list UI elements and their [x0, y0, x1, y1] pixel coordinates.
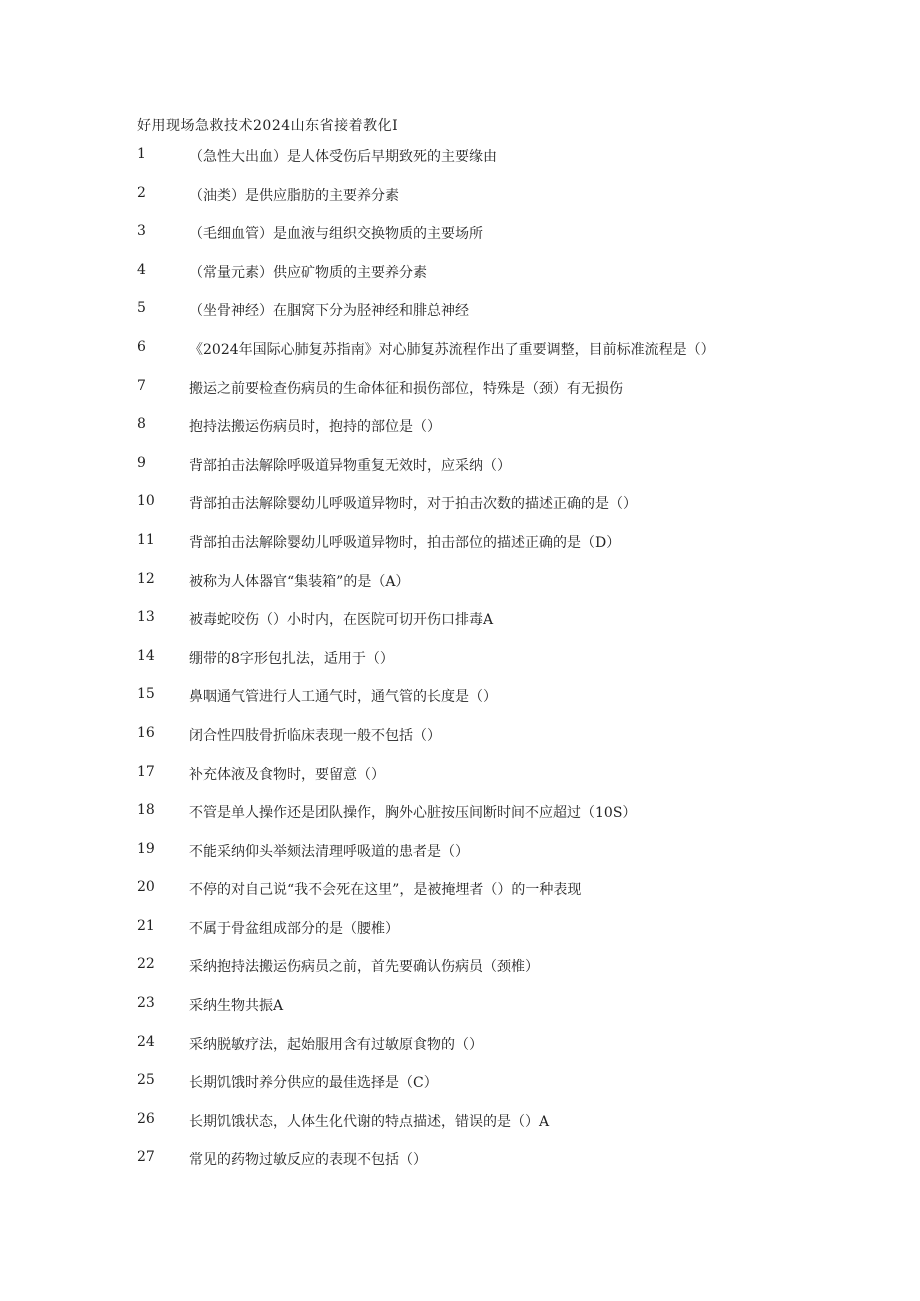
question-text: 长期饥饿时养分供应的最佳选择是（C） — [189, 1075, 438, 1092]
question-number: 12 — [137, 570, 155, 587]
question-text: 补充体液及食物时，要留意（） — [189, 766, 385, 783]
question-number: 26 — [137, 1110, 155, 1127]
question-text: 不能采纳仰头举颏法清理呼吸道的患者是（） — [189, 843, 469, 860]
question-text: 被称为人体器官“集装箱”的是（A） — [189, 573, 410, 590]
question-number: 2 — [137, 184, 146, 201]
question-text: （油类）是供应脂肪的主要养分素 — [189, 187, 399, 204]
question-item — [137, 648, 897, 687]
question-item — [137, 378, 897, 417]
question-number: 5 — [137, 300, 146, 317]
question-item — [137, 995, 897, 1034]
question-item — [137, 802, 897, 841]
question-item — [137, 725, 897, 764]
question-number: 3 — [137, 223, 146, 240]
question-number: 19 — [137, 840, 155, 857]
question-number: 23 — [137, 995, 155, 1012]
question-text: 鼻咽通气管进行人工通气时，通气管的长度是（） — [189, 689, 497, 706]
question-item — [137, 956, 897, 995]
question-number: 11 — [137, 531, 155, 548]
question-item — [137, 300, 897, 339]
question-item — [137, 532, 897, 571]
question-list — [137, 146, 897, 1188]
question-number: 14 — [137, 647, 155, 664]
question-number: 8 — [137, 416, 146, 433]
question-text: （急性大出血）是人体受伤后早期致死的主要缘由 — [189, 149, 497, 165]
question-text: 不管是单人操作还是团队操作，胸外心脏按压间断时间不应超过（10S） — [189, 805, 637, 822]
question-number: 25 — [137, 1072, 155, 1089]
question-text: （坐骨神经）在腘窝下分为胫神经和腓总神经 — [189, 303, 469, 320]
question-number: 1 — [137, 146, 146, 162]
question-text: 采纳生物共振A — [189, 998, 284, 1015]
question-number: 21 — [137, 917, 155, 934]
question-number: 18 — [137, 802, 155, 819]
question-item — [137, 609, 897, 648]
question-text: 常见的药物过敏反应的表现不包括（） — [189, 1152, 427, 1169]
question-number: 20 — [137, 879, 155, 896]
question-item — [137, 146, 897, 185]
question-number: 7 — [137, 377, 146, 394]
question-item — [137, 416, 897, 455]
question-text: 闭合性四肢骨折临床表现一般不包括（） — [189, 727, 441, 744]
question-number: 16 — [137, 724, 155, 741]
question-item — [137, 918, 897, 957]
question-item — [137, 1111, 897, 1150]
question-text: （毛细血管）是血液与组织交换物质的主要场所 — [189, 226, 483, 243]
question-item — [137, 1034, 897, 1073]
question-item — [137, 879, 897, 918]
question-text: 背部拍击法解除婴幼儿呼吸道异物时，对于拍击次数的描述正确的是（） — [189, 496, 637, 513]
question-item — [137, 262, 897, 301]
question-text: 采纳脱敏疗法，起始服用含有过敏原食物的（） — [189, 1036, 483, 1053]
question-item — [137, 493, 897, 532]
question-number: 27 — [137, 1149, 155, 1166]
question-text: 采纳抱持法搬运伤病员之前，首先要确认伤病员（颈椎） — [189, 959, 539, 976]
question-number: 4 — [137, 261, 146, 278]
question-number: 24 — [137, 1033, 155, 1050]
question-item — [137, 571, 897, 610]
question-item — [137, 185, 897, 224]
question-text: 被毒蛇咬伤（）小时内，在医院可切开伤口排毒A — [189, 612, 494, 629]
question-text: 搬运之前要检查伤病员的生命体征和损伤部位，特殊是（颈）有无损伤 — [189, 380, 623, 397]
question-item — [137, 841, 897, 880]
question-text: 不停的对自己说“我不会死在这里”，是被掩埋者（）的一种表现 — [189, 882, 582, 899]
question-item — [137, 764, 897, 803]
question-text: 抱持法搬运伤病员时，抱持的部位是（） — [189, 419, 441, 436]
question-number: 6 — [137, 338, 146, 355]
question-text: 不属于骨盆组成部分的是（腰椎） — [189, 920, 399, 937]
question-item — [137, 339, 897, 378]
question-item — [137, 686, 897, 725]
question-item — [137, 455, 897, 494]
question-text: 绷带的8字形包扎法，适用于（） — [189, 650, 394, 667]
document-title: 好用现场急救技术2024山东省接着教化I — [137, 118, 399, 134]
question-item — [137, 1072, 897, 1111]
question-text: 背部拍击法解除婴幼儿呼吸道异物时，拍击部位的描述正确的是（D） — [189, 534, 621, 551]
question-number: 22 — [137, 956, 155, 973]
question-text: 《2024年国际心肺复苏指南》对心肺复苏流程作出了重要调整，目前标准流程是（） — [189, 341, 715, 358]
question-text: （常量元素）供应矿物质的主要养分素 — [189, 264, 427, 281]
question-number: 15 — [137, 686, 155, 703]
question-number: 13 — [137, 609, 155, 626]
question-item — [137, 223, 897, 262]
question-text: 背部拍击法解除呼吸道异物重复无效时，应采纳（） — [189, 457, 511, 474]
question-text: 长期饥饿状态，人体生化代谢的特点描述，错误的是（）A — [189, 1113, 550, 1130]
question-number: 9 — [137, 454, 146, 471]
question-number: 10 — [137, 493, 155, 510]
question-number: 17 — [137, 763, 155, 780]
question-item — [137, 1149, 897, 1188]
